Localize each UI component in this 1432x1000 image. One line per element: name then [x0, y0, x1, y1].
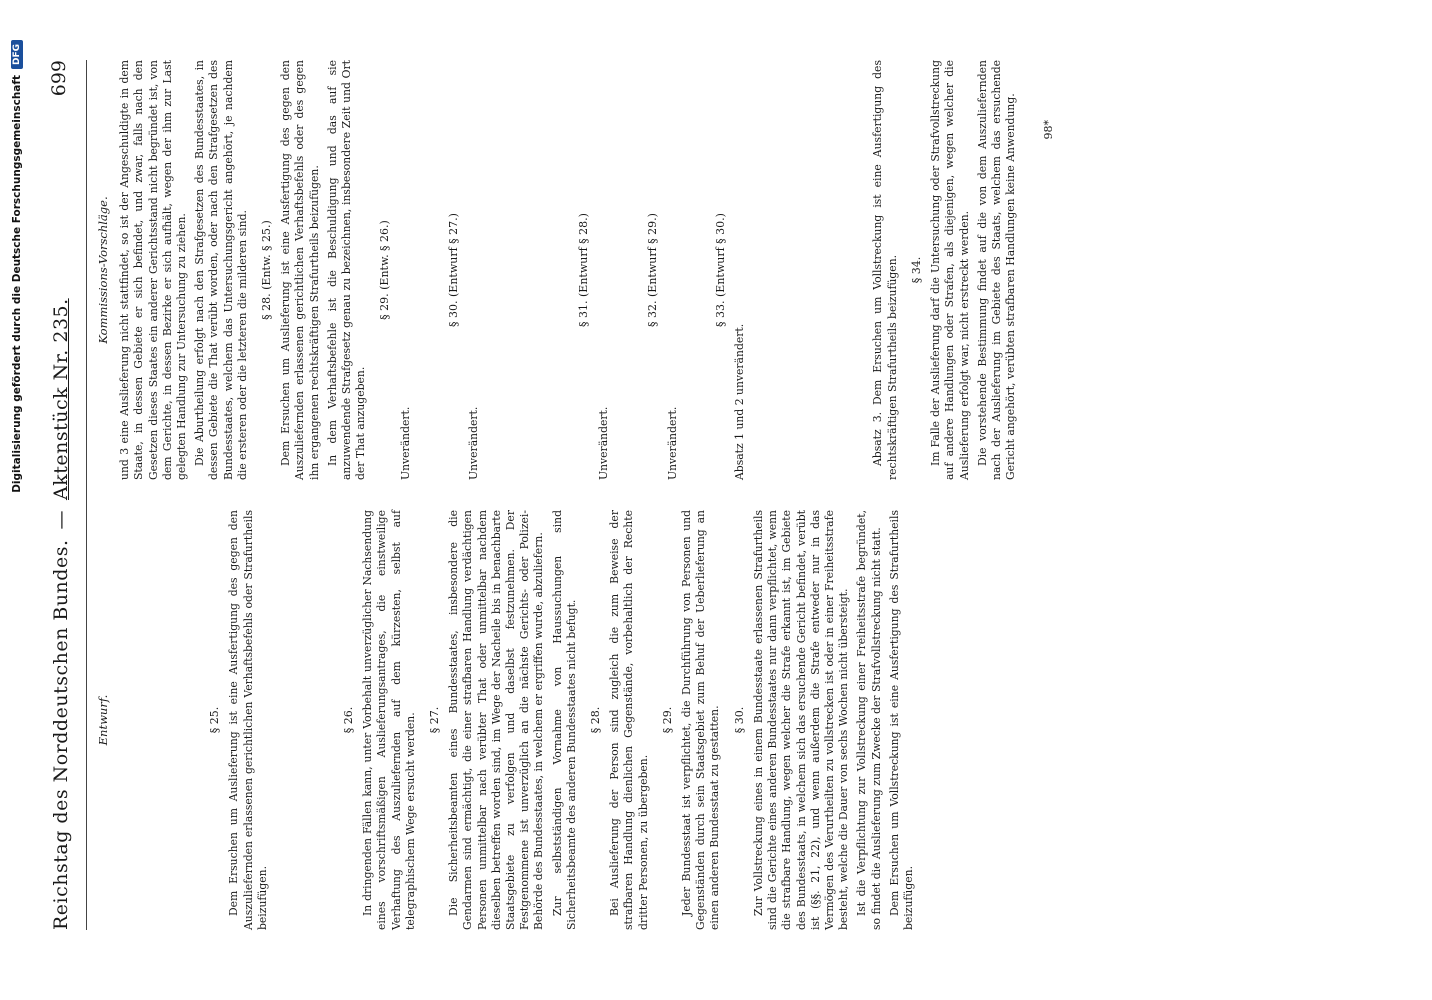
section-text: Die Aburtheilung erfolgt nach den Strafgesetzen des Bundesstaates, in dessen Gebiete die That verübt worden, oder nach den Strafgesetzen des Bundesstaates, welchem das Untersuchungsgericht angehört, je nachdem die ersteren oder die letzteren die milderen sind.	[193, 60, 249, 480]
section-text: Unverändert.	[467, 406, 481, 480]
section-heading: § 33. (Entwurf § 30.)	[714, 213, 728, 327]
section-text: Ist die Verpflichtung zur Vollstreckung einer Freiheitsstrafe begründet, so findet die Auslieferung zum Zwecke der Strafvollstreckung nicht statt.	[855, 510, 883, 930]
section-text: Im Falle der Auslieferung darf die Untersuchung oder Strafvollstreckung auf andere Handlungen oder Strafen, als diejenigen, wegen welcher die Auslieferung erfolgt war, nicht erstreckt werden.	[929, 60, 971, 480]
header-document: Aktenstück Nr. 235.	[50, 298, 72, 500]
two-column-body	[92, 60, 1392, 930]
digitization-notice	[0, 0, 34, 1000]
running-head	[50, 298, 72, 930]
section-text: Die Sicherheitsbeamten eines Bundesstaates, insbesondere die Gendarmen sind ermächtigt, die einer strafbaren Handlung verdächtigen Personen unmittelbar nach verübter That oder unmittelbar nachdem dieselben betreffen worden sind, im Wege der Nacheile bis in benachbarte Staatsgebiete zu verfolgen und daselbst festzunehmen. Der Festgenommene ist unverzüglich an die nächste Gerichts- oder Polizei-Behörde des Bundesstaates, in welchem er ergriffen wurde, abzuliefern.	[447, 510, 546, 930]
section-heading: § 31. (Entwurf § 28.)	[577, 213, 591, 327]
right-column-commission	[92, 60, 1392, 480]
section-heading: § 28.	[589, 706, 603, 734]
section-text: Absatz 1 und 2 unverändert.	[733, 323, 747, 480]
section-text: Die vorstehende Bestimmung findet auf die von dem Auszuliefernden nach der Auslieferung im Gebiete des Staats, welchem das ersuchende Gericht angehört, verübten strafbaren Handlungen keine Anwendung.	[975, 60, 1018, 480]
section-text: Zur selbstständigen Vornahme von Haussuchungen sind Sicherheitsbeamte des anderen Bundesstaates nicht befugt.	[550, 510, 578, 930]
header-dash: —	[50, 510, 72, 530]
section-heading: § 27.	[428, 706, 442, 734]
header-title: Reichstag des Norddeutschen Bundes.	[50, 539, 72, 930]
section-heading: § 29.	[660, 706, 674, 734]
section-text: Bei Auslieferung der Person sind zugleich die zum Beweise der strafbaren Handlung dienlichen Gegenstände, vorbehaltlich der Rechte dritter Personen, zu übergeben.	[608, 510, 650, 930]
section-heading: § 29. (Entw. § 26.)	[378, 220, 392, 320]
page-header	[36, 60, 87, 930]
section-text: Dem Ersuchen um Auslieferung ist eine Ausfertigung des gegen den Auszuliefernden erlassenen gerichtlichen Verhaftsbefehls oder des gegen ihn ergangenen rechtskräftigen Strafurtheils beizufügen.	[279, 60, 321, 480]
dfg-logo: DFG	[11, 40, 23, 69]
section-text: Jeder Bundesstaat ist verpflichtet, die Durchführung von Personen und Gegenständen durch sein Staatsgebiet zum Behuf der Ueberlieferung an einen anderen Bundesstaat zu gestatten.	[680, 510, 722, 930]
section-heading: § 34.	[909, 256, 923, 284]
section-text: Unverändert.	[665, 406, 679, 480]
section-text: In dem Verhaftsbefehle ist die Beschuldigung und das auf sie anzuwendende Strafgesetz genau zu bezeichnen, insbesondere Zeit und Ort der That anzugeben.	[325, 60, 368, 480]
section-heading: § 28. (Entw. § 25.)	[260, 220, 274, 320]
left-column-title: Entwurf.	[96, 694, 110, 746]
section-text: Zur Vollstreckung eines in einem Bundesstaate erlassenen Strafurtheils sind die Gerichte eines anderen Bundesstaates nur dann verpflichtet, wenn die strafbare Handlung, wegen welcher die Strafe erkannt ist, im Gebiete des Bundesstaats, in welchem sich das ersuchende Gericht befindet, verübt ist (§§. 21, 22), und wenn außerdem die Strafe entweder nur in das Vermögen des Verurtheilten zu vollstrecken ist oder in einer Freiheitsstrafe besteht, welche die Dauer von sechs Wochen nicht übersteigt.	[751, 510, 851, 930]
section-text: Dem Ersuchen um Auslieferung ist eine Ausfertigung des gegen den Auszuliefernden erlassenen gerichtlichen Verhaftsbefehls oder Strafurtheils beizufügen.	[227, 510, 269, 930]
section-text: Unverändert.	[597, 406, 611, 480]
section-heading: § 25.	[208, 706, 222, 734]
section-text: In dringenden Fällen kann, unter Vorbehalt unverzüglicher Nachsendung eines vorschriftsmäßigen Auslieferungsantrages, die einstweilige Verhaftung des Auszuliefernden auf dem kürzesten, selbst auf telegraphischem Wege ersucht werden.	[361, 510, 417, 930]
signature-mark: 98*	[1042, 120, 1056, 140]
section-text: Dem Ersuchen um Vollstreckung ist eine Ausfertigung des Strafurtheils beizufügen.	[887, 510, 915, 930]
left-column-draft	[92, 510, 1392, 930]
section-heading: § 30. (Entwurf § 27.)	[446, 213, 460, 327]
page-number: 699	[48, 60, 70, 97]
section-heading: § 30.	[732, 706, 746, 734]
section-text: und 3 eine Auslieferung nicht stattfindet, so ist der Angeschuldigte in dem Staate, in dessen Gebiete er sich befindet, und zwar, falls nach den Gesetzen dieses Staates ein anderer Gerichtsstand nicht begründet ist, von dem Gerichte, in dessen Bezirke er sich aufhält, wegen der ihm zur Last gelegten Handlung zur Untersuchung zu ziehen.	[118, 60, 189, 480]
right-column-title: Kommissions-Vorschläge.	[96, 196, 110, 344]
digitization-notice-text: Digitalisierung gefördert durch die Deutsche Forschungsgemeinschaft	[11, 75, 23, 493]
section-text: Unverändert.	[398, 406, 412, 480]
section-text: Absatz 3. Dem Ersuchen um Vollstreckung ist eine Ausfertigung des rechtskräftigen Strafurtheils beizufügen.	[871, 60, 899, 480]
section-heading: § 26.	[342, 706, 356, 734]
section-heading: § 32. (Entwurf § 29.)	[645, 213, 659, 327]
